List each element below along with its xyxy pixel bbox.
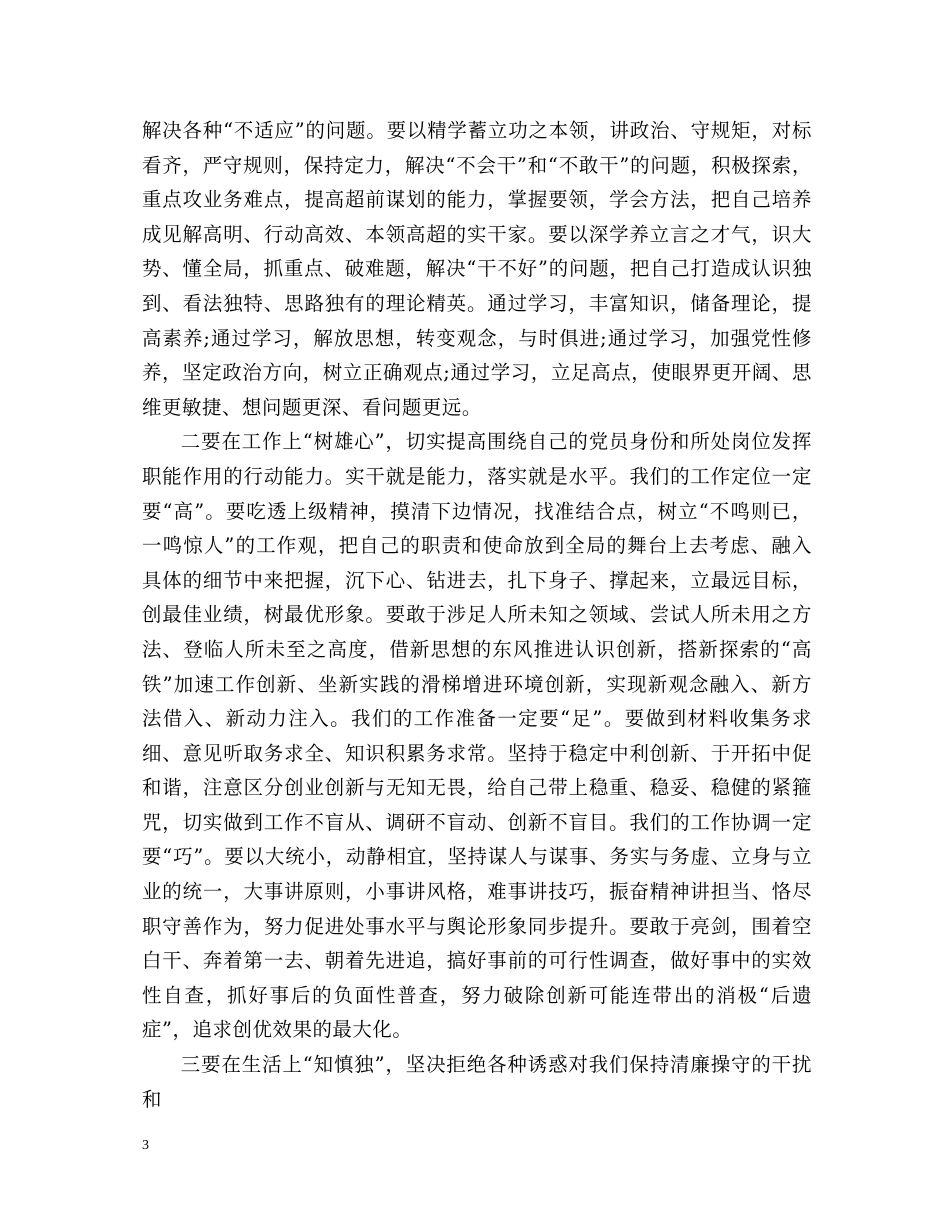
document-body [142, 114, 812, 1117]
paragraph-work: 二要在工作上“树雄心”，切实提高围绕自己的党员身份和所处岗位发挥职能作用的行动能力。实干就是能力，落实就是水平。我们的工作定位一定要“高”。要吃透上级精神，摸清下边情况，找准结合点，树立“不鸣则已，一鸣惊人”的工作观，把自己的职责和使命放到全局的舞台上去考虑、融入具体的细节中来把握，沉下心、钻进去，扎下身子、撑起来，立最远目标，创最佳业绩，树最优形象。要敢于涉足人所未知之领域、尝试人所未用之方法、登临人所未至之高度，借新思想的东风推进认识创新，搭新探索的“高铁”加速工作创新、坐新实践的滑梯增进环境创新，实现新观念融入、新方法借入、新动力注入。我们的工作准备一定要“足”。要做到材料收集务求细、意见听取务求全、知识积累务求常。坚持于稳定中利创新、于开拓中促和谐，注意区分创业创新与无知无畏，给自己带上稳重、稳妥、稳健的紧箍咒，切实做到工作不盲从、调研不盲动、创新不盲目。我们的工作协调一定要“巧”。要以大统小，动静相宜，坚持谋人与谋事、务实与务虚、立身与立业的统一，大事讲原则，小事讲风格，难事讲技巧，振奋精神讲担当、恪尽职守善作为，努力促进处事水平与舆论形象同步提升。要敢于亮剑，围着空白干、奔着第一去、朝着先进追，搞好事前的可行性调查，做好事中的实效性自查，抓好事后的负面性普查，努力破除创新可能连带出的消极“后遗症”，追求创优效果的最大化。 [142, 430, 812, 1042]
paragraph-continued: 解决各种“不适应”的问题。要以精学蓄立功之本领，讲政治、守规矩，对标看齐，严守规则，保持定力，解决“不会干”和“不敢干”的问题，积极探索，重点攻业务难点，提高超前谋划的能力，掌握要领，学会方法，把自己培养成见解高明、行动高效、本领高超的实干家。要以深学养立言之才气，识大势、懂全局，抓重点、破难题，解决“干不好”的问题，把自己打造成认识独到、看法独特、思路独有的理论精英。通过学习，丰富知识，储备理论，提高素养;通过学习，解放思想，转变观念，与时俱进;通过学习，加强党性修养，坚定政治方向，树立正确观点;通过学习，立足高点，使眼界更开阔、思维更敏捷、想问题更深、看问题更远。 [142, 119, 812, 419]
paragraph-life: 三要在生活上“知慎独”，坚决拒绝各种诱惑对我们保持清廉操守的干扰和 [142, 1053, 812, 1111]
page-number: 3 [142, 1138, 149, 1153]
